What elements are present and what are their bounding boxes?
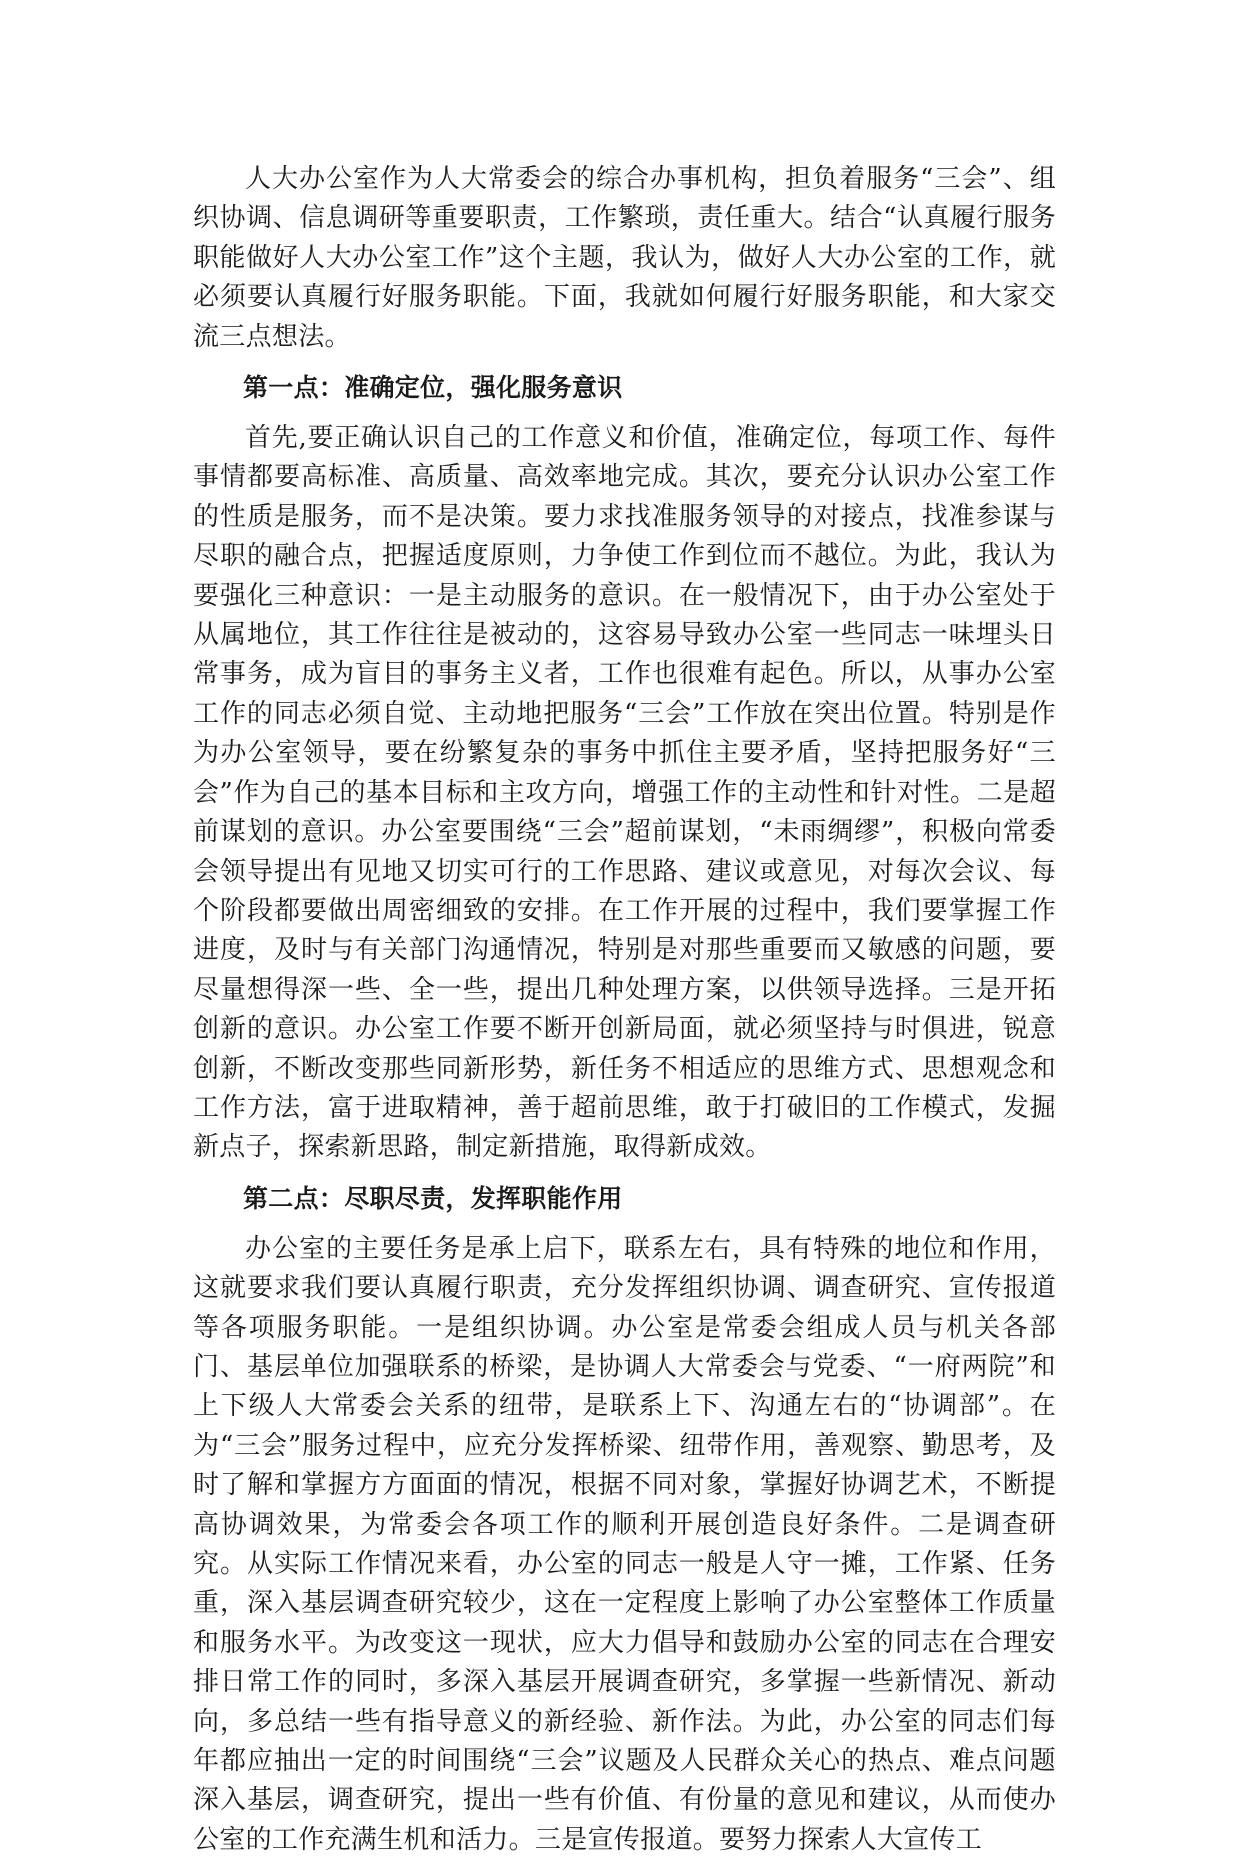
section-1-paragraph: 首先,要正确认识自己的工作意义和价值，准确定位，每项工作、每件事情都要高标准、高质量、高效率地完成。其次，要充分认识办公室工作的性质是服务，而不是决策。要力求找准服务领导的对接点，找准参谋与尽职的融合点，把握适度原则，力争使工作到位而不越位。为此，我认为要强化三种意识：一是主动服务的意识。在一般情况下，由于办公室处于从属地位，其工作往往是被动的，这容易导致办公室一些同志一味埋头日常事务，成为盲目的事务主义者，工作也很难有起色。所以，从事办公室工作的同志必须自觉、主动地把服务“三会”工作放在突出位置。特别是作为办公室领导，要在纷繁复杂的事务中抓住主要矛盾，坚持把服务好“三会”作为自己的基本目标和主攻方向，增强工作的主动性和针对性。二是超前谋划的意识。办公室要围绕“三会”超前谋划，“未雨绸缪”，积极向常委会领导提出有见地又切实可行的工作思路、建议或意见，对每次会议、每个阶段都要做出周密细致的安排。在工作开展的过程中，我们要掌握工作进度，及时与有关部门沟通情况，特别是对那些重要而又敏感的问题，要尽量想得深一些、全一些，提出几种处理方案，以供领导选择。三是开拓创新的意识。办公室工作要不断开创新局面，就必须坚持与时俱进，锐意创新，不断改变那些同新形势，新任务不相适应的思维方式、思想观念和工作方法，富于进取精神，善于超前思维，敢于打破旧的工作模式，发掘新点子，探索新思路，制定新措施，取得新成效。 <box>193 423 1056 1163</box>
intro-paragraph: 人大办公室作为人大常委会的综合办事机构，担负着服务“三会”、组织协调、信息调研等重要职责，工作繁琐，责任重大。结合“认真履行服务职能做好人大办公室工作”这个主题，我认为，做好人大办公室的工作，就必须要认真履行好服务职能。下面，我就如何履行好服务职能，和大家交流三点想法。 <box>193 164 1056 352</box>
section-2-heading: 第二点：尽职尽责，发挥职能作用 <box>243 1183 623 1213</box>
section-2-paragraph: 办公室的主要任务是承上启下，联系左右，具有特殊的地位和作用，这就要求我们要认真履行职责，充分发挥组织协调、调查研究、宣传报道等各项服务职能。一是组织协调。办公室是常委会组成人员与机关各部门、基层单位加强联系的桥梁，是协调人大常委会与党委、“一府两院”和上下级人大常委会关系的纽带，是联系上下、沟通左右的“协调部”。在为“三会”服务过程中，应充分发挥桥梁、纽带作用，善观察、勤思考，及时了解和掌握方方面面的情况，根据不同对象，掌握好协调艺术，不断提高协调效果，为常委会各项工作的顺利开展创造良好条件。二是调查研究。从实际工作情况来看，办公室的同志一般是人守一摊，工作紧、任务重，深入基层调查研究较少，这在一定程度上影响了办公室整体工作质量和服务水平。为改变这一现状，应大力倡导和鼓励办公室的同志在合理安排日常工作的同时，多深入基层开展调查研究，多掌握一些新情况、新动向，多总结一些有指导意义的新经验、新作法。为此，办公室的同志们每年都应抽出一定的时间围绕“三会”议题及人民群众关心的热点、难点问题深入基层，调查研究，提出一些有价值、有份量的意见和建议，从而使办公室的工作充满生机和活力。三是宣传报道。要努力探索人大宣传工 <box>193 1233 1056 1855</box>
document-page <box>193 160 1056 1868</box>
section-1-heading: 第一点：准确定位，强化服务意识 <box>243 373 623 403</box>
